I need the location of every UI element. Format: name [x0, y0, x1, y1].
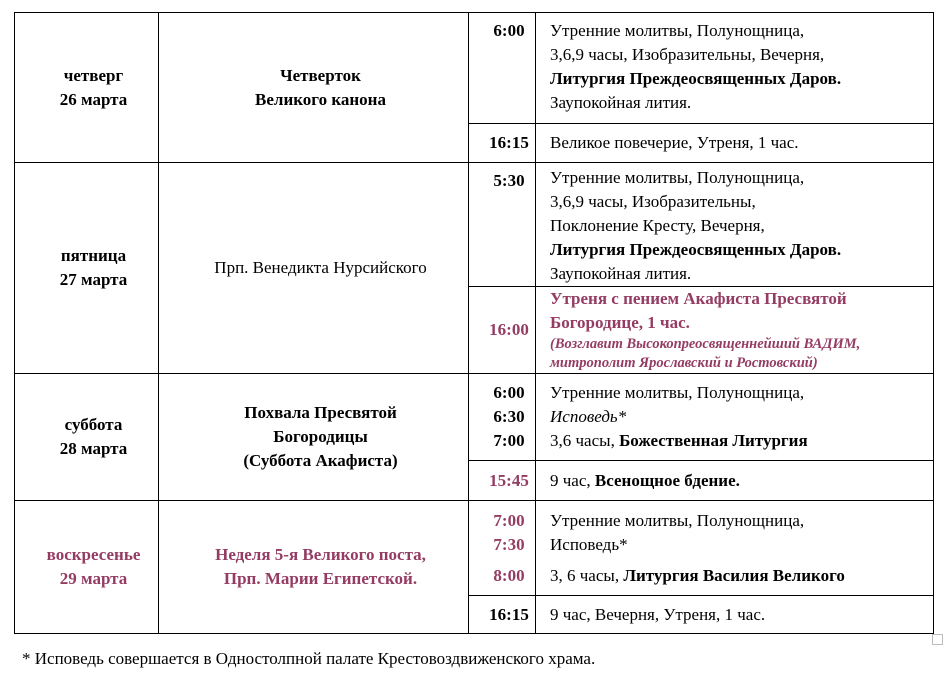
weekday: воскресенье: [46, 545, 141, 564]
day-cell: [15, 163, 159, 374]
day-cell: [15, 374, 159, 501]
time-cell: [469, 124, 536, 163]
cell-corner-marker: [932, 634, 943, 645]
feast-line: Неделя 5-я Великого поста,: [215, 545, 426, 564]
schedule-table: [14, 12, 934, 634]
service-time: 16:00: [489, 320, 529, 339]
table-row: [15, 501, 934, 596]
service-cell: [536, 501, 934, 596]
service-line: Великое повечерие, Утреня, 1 час.: [550, 133, 799, 152]
service-time: 16:15: [489, 133, 529, 152]
time-cell: [469, 287, 536, 374]
service-line: Поклонение Кресту, Вечерня,: [550, 216, 765, 235]
date: 27 марта: [59, 270, 128, 289]
service-cell: [536, 163, 934, 287]
date: 26 марта: [59, 89, 128, 109]
date: 29 марта: [59, 569, 128, 588]
service-line: 9 час, Вечерня, Утреня, 1 час.: [550, 604, 766, 624]
service-cell: [536, 124, 934, 163]
feast-line: Четверток: [280, 65, 361, 85]
feast-cell: [159, 374, 469, 501]
service-time: 5:30: [493, 171, 525, 190]
service-line: Утренние молитвы, Полунощница,: [550, 510, 805, 530]
feast-line: Прп. Венедикта Нурсийского: [214, 258, 427, 277]
table-row: [15, 374, 934, 461]
service-line: Заупокойная лития.: [550, 264, 692, 283]
service-line-prefix: 3,6 часы,: [550, 431, 620, 450]
service-time: 8:00: [493, 565, 525, 585]
table-row: [15, 163, 934, 287]
service-line: Богородице, 1 час.: [550, 313, 690, 332]
service-line-bold: Божественная Литургия: [619, 431, 808, 450]
weekday: суббота: [64, 415, 123, 434]
service-cell: [536, 596, 934, 634]
time-cell: [469, 596, 536, 634]
service-line-prefix: 9 час,: [550, 470, 595, 490]
service-time: 15:45: [489, 470, 529, 490]
service-cell: [536, 461, 934, 501]
feast-line: Прп. Марии Египетской.: [223, 569, 418, 588]
service-line: [550, 564, 933, 588]
service-line: Заупокойная лития.: [550, 93, 692, 112]
service-time: 7:30: [493, 534, 525, 554]
weekday: пятница: [60, 246, 127, 265]
date: 28 марта: [59, 439, 128, 458]
service-line: Исповедь*: [550, 407, 627, 426]
time-cell: [469, 501, 536, 596]
service-time: 16:15: [489, 604, 529, 624]
service-line: Утренние молитвы, Полунощница,: [550, 21, 805, 40]
service-cell: [536, 374, 934, 461]
feast-line: (Суббота Акафиста): [243, 451, 398, 470]
footnote: * Исповедь совершается в Одностолпной палате Крестовоздвиженского храма.: [22, 649, 596, 668]
service-line-prefix: 3, 6 часы,: [550, 565, 624, 585]
service-time: 6:00: [493, 383, 525, 402]
feast-cell: [159, 13, 469, 163]
service-cell: [536, 13, 934, 124]
time-cell: [469, 13, 536, 124]
service-line-bold: Литургия Василия Великого: [623, 565, 845, 585]
service-line: Утреня с пением Акафиста Пресвятой: [550, 289, 847, 308]
service-line: [550, 429, 933, 453]
service-line: Утренние молитвы, Полунощница,: [550, 383, 805, 402]
service-time: 7:00: [493, 431, 525, 450]
service-line: Литургия Преждеосвященных Даров.: [550, 240, 842, 259]
service-line: Утренние молитвы, Полунощница,: [550, 168, 805, 187]
time-cell: [469, 374, 536, 461]
time-cell: [469, 163, 536, 287]
service-line-bold: Всенощное бдение.: [594, 470, 740, 490]
feast-line: Великого канона: [255, 89, 386, 109]
feast-line: Богородицы: [273, 427, 368, 446]
service-time: 7:00: [493, 510, 525, 530]
feast-cell: [159, 163, 469, 374]
time-cell: [469, 461, 536, 501]
table-row: [15, 13, 934, 124]
service-line: 3,6,9 часы, Изобразительны, Вечерня,: [550, 45, 825, 64]
service-cell: [536, 287, 934, 374]
service-note: митрополит Ярославский и Ростовский): [550, 355, 818, 371]
service-line: Исповедь*: [550, 534, 628, 554]
feast-line: Похвала Пресвятой: [244, 403, 397, 422]
feast-cell: [159, 501, 469, 634]
day-cell: [15, 13, 159, 163]
service-line: Литургия Преждеосвященных Даров.: [550, 69, 842, 88]
weekday: четверг: [63, 65, 124, 85]
service-note: (Возглавит Высокопреосвященнейший ВАДИМ,: [550, 336, 861, 352]
service-time: 6:30: [493, 407, 525, 426]
service-line: 3,6,9 часы, Изобразительны,: [550, 192, 756, 211]
day-cell: [15, 501, 159, 634]
service-time: 6:00: [493, 21, 525, 40]
